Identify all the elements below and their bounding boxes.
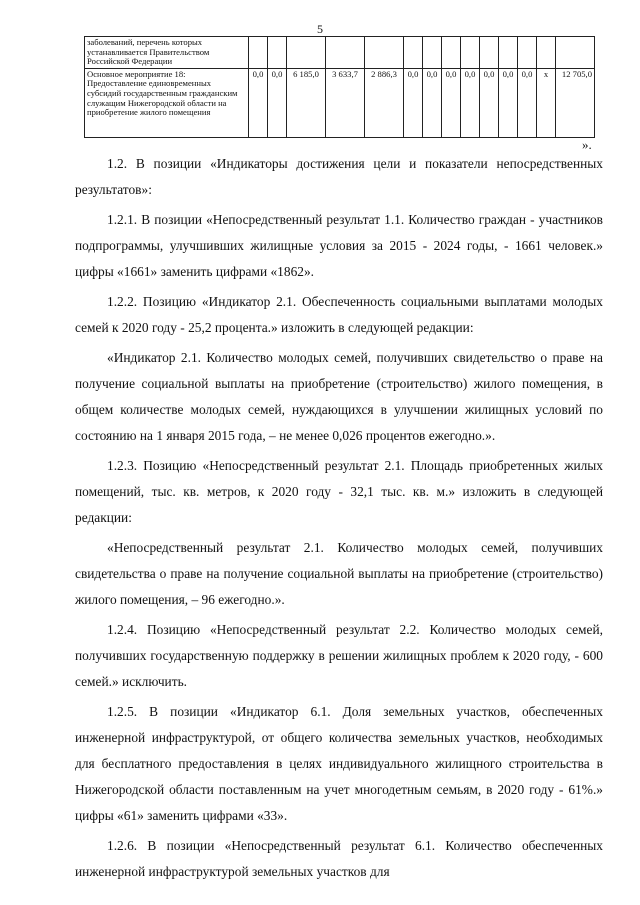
table-cell xyxy=(480,37,499,69)
paragraph: 1.2.4. Позицию «Непосредственный результат 2.2. Количество молодых семей, получивших государственную поддержку в решении жилищных проблем к 2020 году, - 600 семей.» исключить. xyxy=(75,622,603,689)
table-cell xyxy=(537,37,556,69)
table-cell xyxy=(365,37,404,69)
table-cell: 0,0 xyxy=(499,68,518,137)
table-cell: х xyxy=(537,68,556,137)
table-cell: 6 185,0 xyxy=(287,68,326,137)
table-cell: 0,0 xyxy=(268,68,287,137)
table-cell xyxy=(499,37,518,69)
table-cell xyxy=(287,37,326,69)
paragraph: «Непосредственный результат 2.1. Количество молодых семей, получивших свидетельства о праве на получение социальной выплаты на приобретение (строительство) жилого помещения, – 96 ежегодно.». xyxy=(75,540,603,607)
table-cell: 0,0 xyxy=(442,68,461,137)
table-cell xyxy=(442,37,461,69)
table-cell: 0,0 xyxy=(249,68,268,137)
table-cell: 0,0 xyxy=(480,68,499,137)
table-cell: 0,0 xyxy=(423,68,442,137)
table-cell: 0,0 xyxy=(461,68,480,137)
table-cell-total: 12 705,0 xyxy=(556,68,595,137)
table-cell: 0,0 xyxy=(518,68,537,137)
paragraph: 1.2.1. В позиции «Непосредственный результат 1.1. Количество граждан - участников подпрограммы, улучшивших жилищные условия за 2015 - 2024 годы, - 1661 человек.» цифры «1661» заменить цифрами «1862». xyxy=(75,212,603,279)
paragraph: «Индикатор 2.1. Количество молодых семей, получивших свидетельство о праве на получение социальной выплаты на приобретение (строительство) жилого помещения, в общем количестве молодых семей, нуждающихся в улучшении жилищных условий по состоянию на 1 января 2015 года, – не менее 0,026 процентов ежегодно.». xyxy=(75,350,603,443)
page-number: 5 xyxy=(317,22,323,36)
table-cell xyxy=(518,37,537,69)
table-cell xyxy=(423,37,442,69)
paragraph: 1.2.5. В позиции «Индикатор 6.1. Доля земельных участков, обеспеченных инженерной инфраструктурой, от общего количества земельных участков, необходимых для бесплатного предоставления в целях индивидуального жилищного строительства в Нижегородской области поставленным на учет многодетным семьям, в 2020 году - 61%.» цифры «61» заменить цифрами «33». xyxy=(75,704,603,823)
table-cell-name: заболеваний, перечень которых устанавливается Правительством Российской Федерации xyxy=(85,37,249,69)
table-cell xyxy=(461,37,480,69)
table-cell-total xyxy=(556,37,595,69)
table-cell: 2 886,3 xyxy=(365,68,404,137)
table-cell xyxy=(249,37,268,69)
paragraph: 1.2. В позиции «Индикаторы достижения цели и показатели непосредственных результатов»: xyxy=(75,156,603,197)
table-cell xyxy=(404,37,423,69)
table-cell-name: Основное мероприятие 18: Предоставление единовременных субсидий государственным гражданским служащим Нижегородской области на приобретение жилого помещения xyxy=(85,68,249,137)
table-row xyxy=(85,68,595,137)
paragraph: 1.2.2. Позицию «Индикатор 2.1. Обеспеченность социальными выплатами молодых семей к 2020 году - 25,2 процента.» изложить в следующей редакции: xyxy=(75,294,603,335)
table-cell: 0,0 xyxy=(404,68,423,137)
paragraph: 1.2.3. Позицию «Непосредственный результат 2.1. Площадь приобретенных жилых помещений, тыс. кв. метров, к 2020 году - 32,1 тыс. кв. м.» изложить в следующей редакции: xyxy=(75,458,603,525)
closing-quote-mark: ». xyxy=(582,137,592,152)
table-cell xyxy=(268,37,287,69)
paragraph: 1.2.6. В позиции «Непосредственный результат 6.1. Количество обеспеченных инженерной инфраструктурой земельных участков для xyxy=(75,838,603,879)
table-cell: 3 633,7 xyxy=(326,68,365,137)
budget-table xyxy=(84,36,595,138)
table-cell xyxy=(326,37,365,69)
table-row xyxy=(85,37,595,69)
document-body xyxy=(75,151,603,889)
